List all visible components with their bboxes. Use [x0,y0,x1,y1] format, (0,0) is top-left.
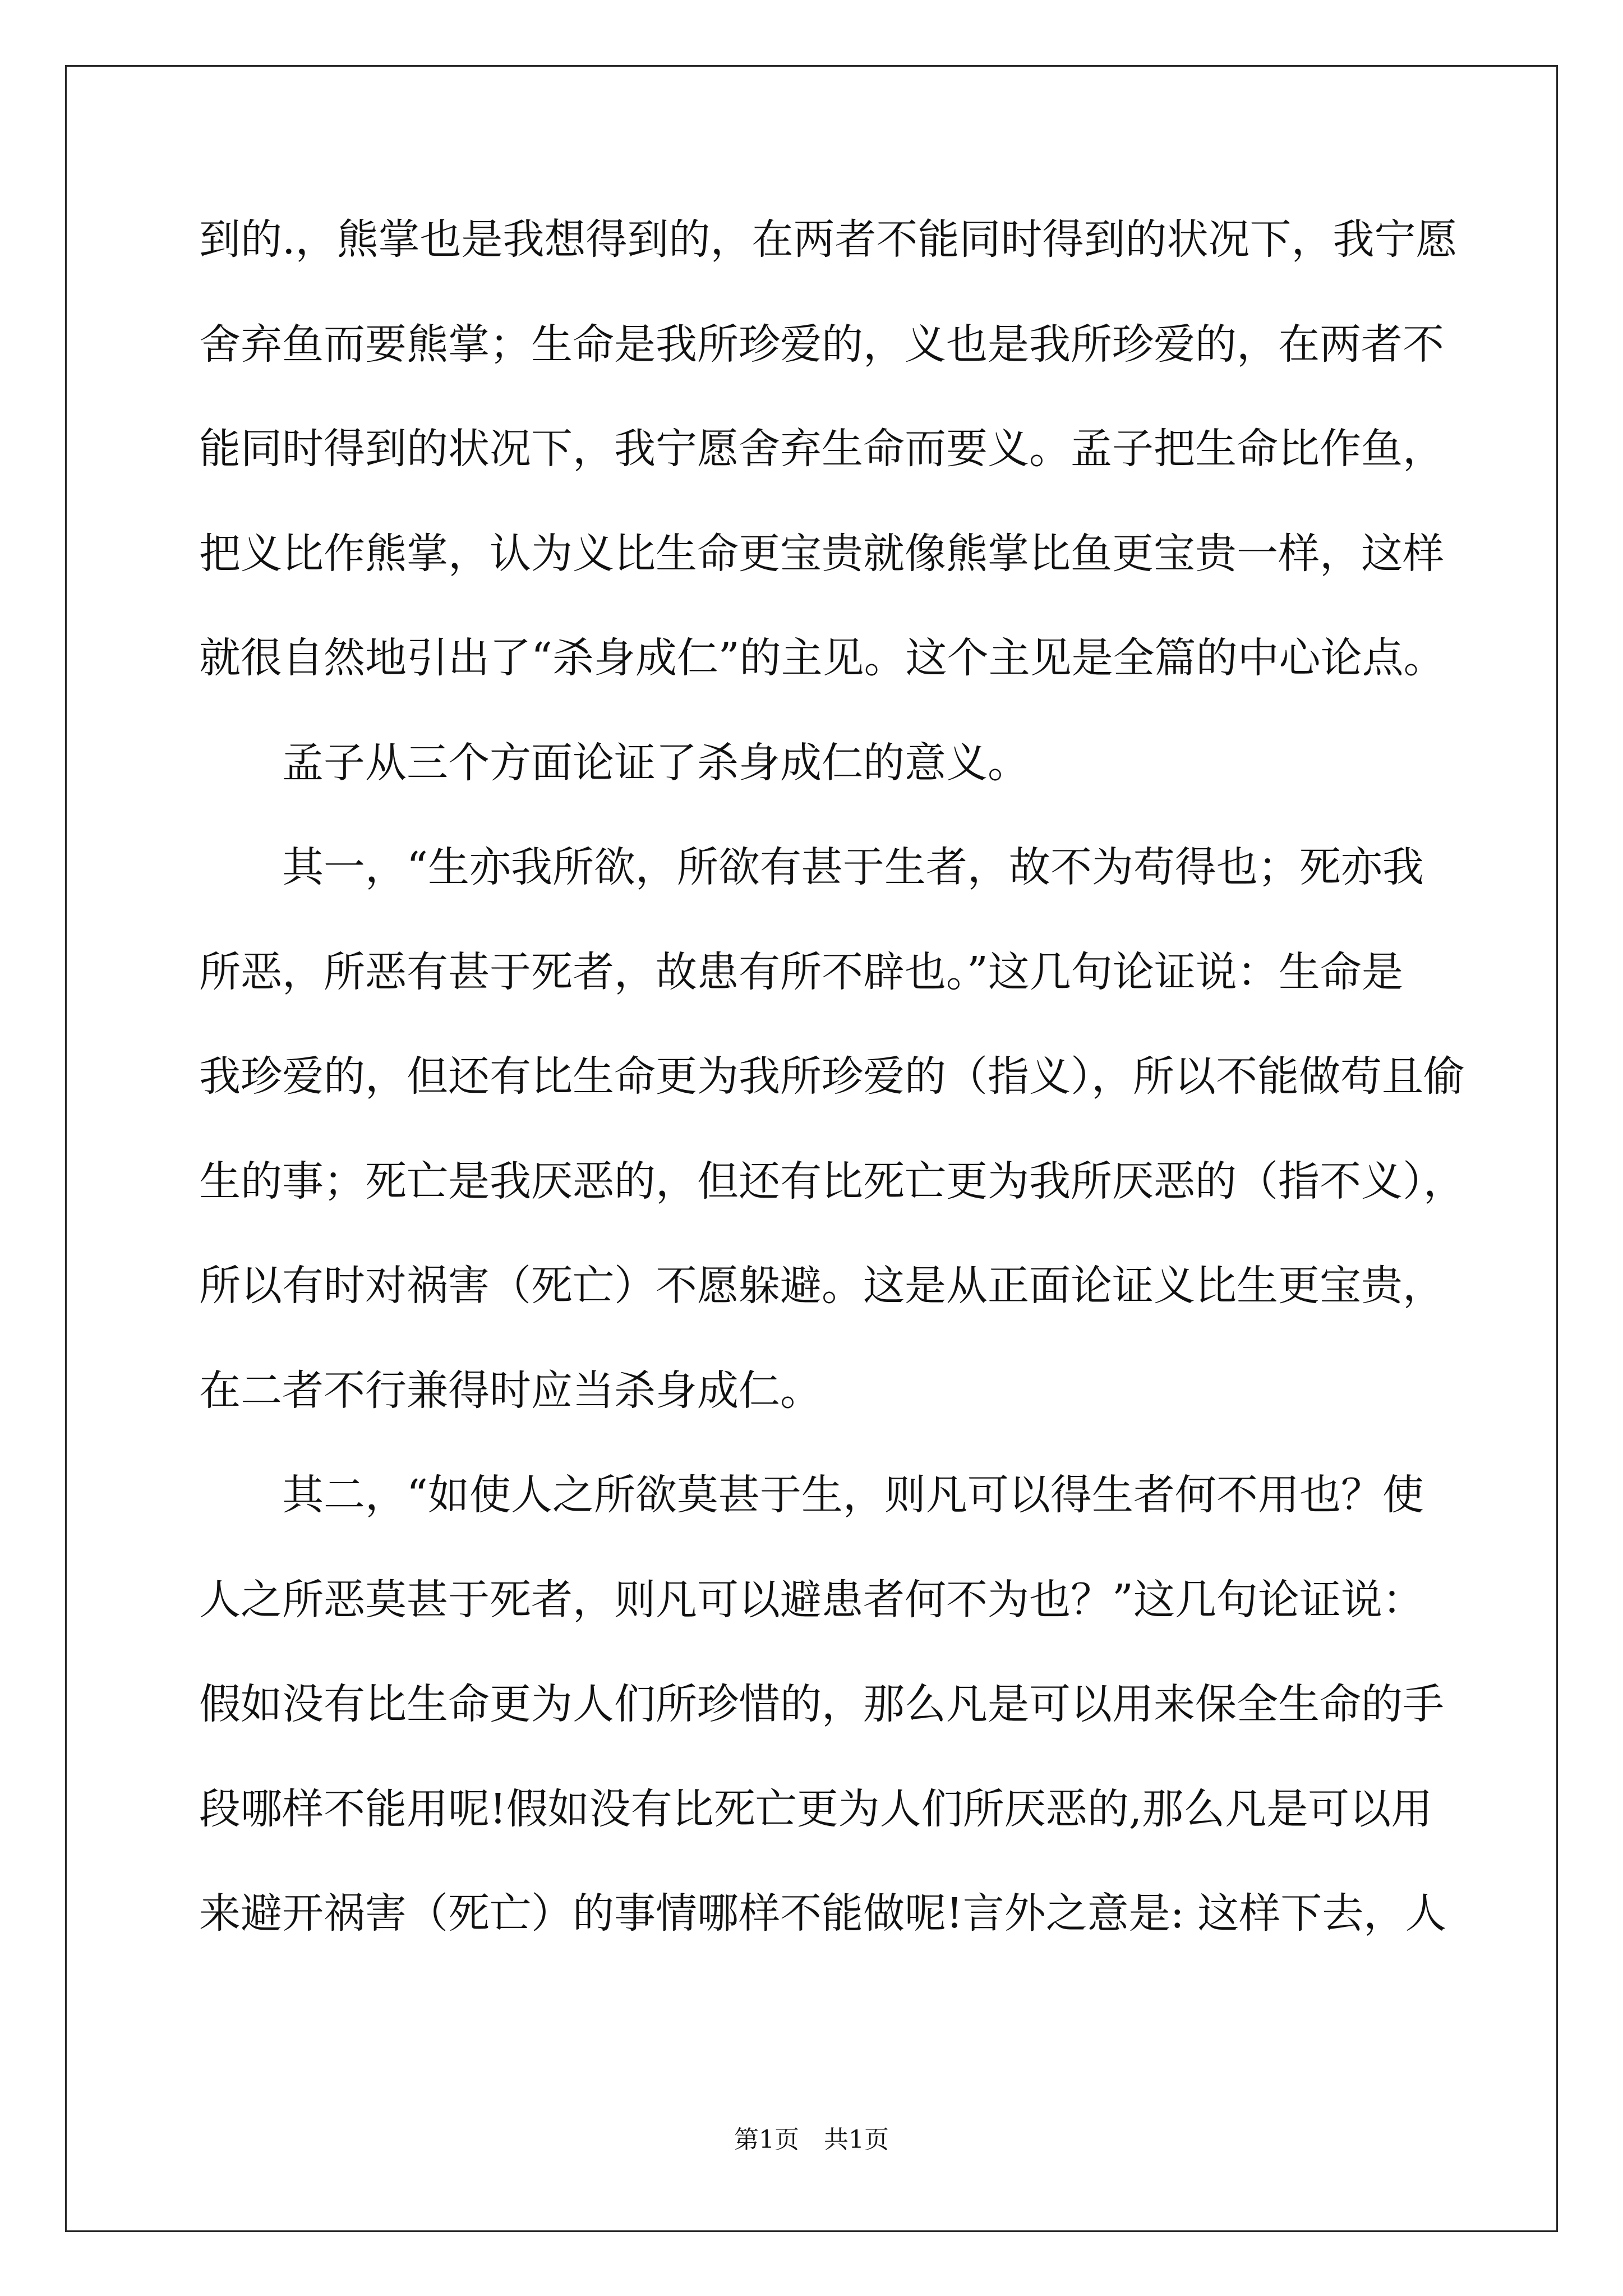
text-line: 假如没有比生命更为人们所珍惜的，那么凡是可以用来保全生命的手 [199,1680,1444,1728]
text-line: 所恶，所恶有甚于死者，故患有所不辟也。”这几句论证说：生命是 [199,947,1403,996]
text-line: 生的事；死亡是我厌恶的，但还有比死亡更为我所厌恶的（指不义）， [199,1157,1465,1205]
text-line: 在二者不行兼得时应当杀身成仁。 [199,1366,822,1415]
paragraph-start-line: 其二，“如使人之所欲莫甚于生，则凡可以得生者何不用也？使 [282,1471,1424,1519]
text-line: 人之所恶莫甚于死者，则凡可以避患者何不为也？”这几句论证说： [199,1575,1424,1624]
text-line: 我珍爱的，但还有比生命更为我所珍爱的（指义），所以不能做苟且偷 [199,1052,1465,1101]
text-line: 能同时得到的状况下，我宁愿舍弃生命而要义。孟子把生命比作鱼， [199,425,1444,473]
text-line: 所以有时对祸害（死亡）不愿躲避。这是从正面论证义比生更宝贵， [199,1262,1444,1310]
text-line: 到的.，熊掌也是我想得到的，在两者不能同时得到的状况下，我宁愿 [199,215,1458,264]
paragraph-start-line: 其一，“生亦我所欲，所欲有甚于生者，故不为苟得也；死亦我 [282,843,1424,891]
text-line: 来避开祸害（死亡）的事情哪样不能做呢!言外之意是: 这样下去，人 [199,1889,1447,1938]
page-number-footer: 第1页 共1页 [734,2125,889,2154]
text-line: 段哪样不能用呢!假如没有比死亡更为人们所厌恶的,那么凡是可以用 [199,1784,1433,1833]
document-body [199,215,1465,1998]
text-line: 把义比作熊掌，认为义比生命更宝贵就像熊掌比鱼更宝贵一样，这样 [199,529,1444,578]
text-line: 就很自然地引出了“杀身成仁”的主见。这个主见是全篇的中心论点。 [199,634,1445,682]
text-line: 舍弃鱼而要熊掌；生命是我所珍爱的，义也是我所珍爱的，在两者不 [199,320,1444,369]
paragraph-start-line: 孟子从三个方面论证了杀身成仁的意义。 [282,738,1029,787]
